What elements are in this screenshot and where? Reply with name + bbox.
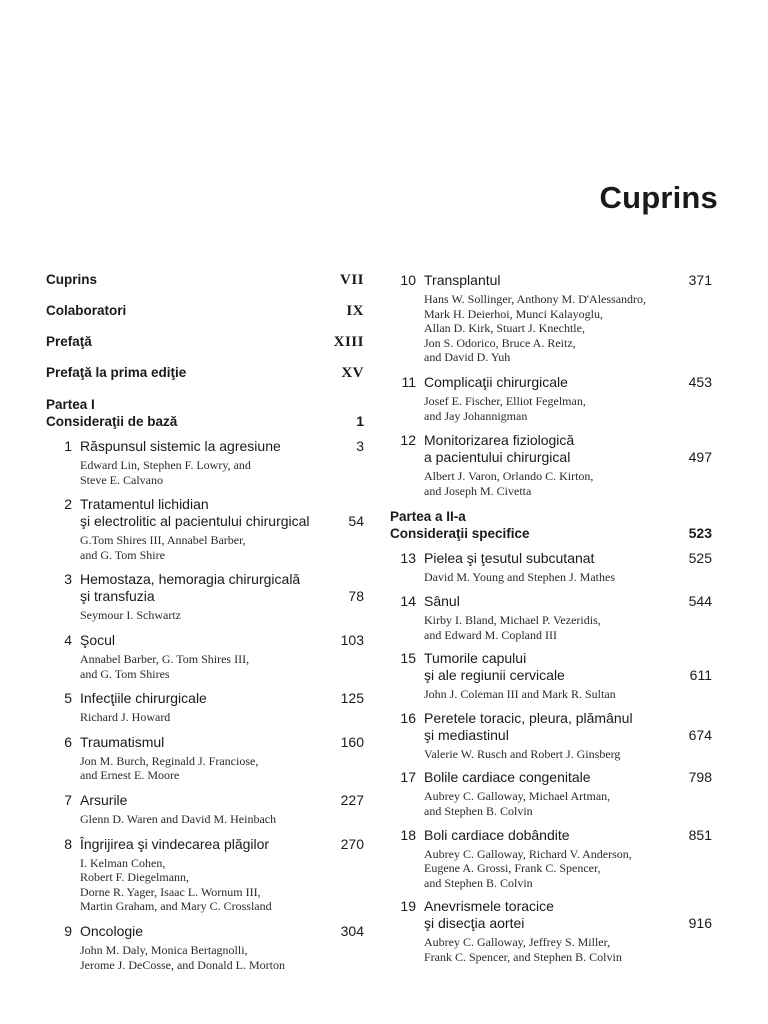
toc-chapter-entry (390, 550, 712, 585)
toc-chapter-entry (46, 496, 364, 562)
chapter-authors: Josef E. Fischer, Elliot Fegelman, and Jay Johannigman (424, 393, 586, 423)
chapter-page: 611 (689, 667, 712, 684)
chapter-number: 7 (64, 791, 72, 808)
chapter-title: Pielea şi ţesutul subcutanat (424, 550, 595, 567)
toc-chapter-entry (390, 769, 712, 818)
chapter-title: Hemostaza, hemoragia chirurgicală şi transfuzia (80, 571, 301, 605)
toc-chapter-entry (390, 432, 712, 498)
chapter-authors: David M. Young and Stephen J. Mathes (424, 570, 615, 585)
chapter-authors: I. Kelman Cohen, Robert F. Diegelmann, Dorne R. Yager, Isaac L. Wornum III, Martin Graham, and Mary C. Crossland (80, 855, 272, 914)
chapter-authors: Aubrey C. Galloway, Michael Artman, and Stephen B. Colvin (424, 789, 611, 818)
chapter-title: Complicaţii chirurgicale (424, 373, 568, 390)
toc-front-item (46, 272, 364, 289)
chapter-authors: Valerie W. Rusch and Robert J. Ginsberg (424, 746, 621, 761)
toc-chapter-entry (390, 374, 712, 423)
part-page: 523 (688, 525, 712, 542)
chapter-title: Traumatismul (80, 733, 165, 750)
chapter-authors: Annabel Barber, G. Tom Shires III, and G. Tom Shires (80, 651, 250, 681)
chapter-title: Bolile cardiace congenitale (424, 769, 591, 786)
chapter-page: 3 (356, 438, 364, 454)
toc-chapter-list (390, 272, 712, 498)
part-line2: Consideraţii de bază (46, 414, 178, 429)
chapter-number: 18 (400, 826, 416, 843)
chapter-title: Infecţiile chirurgicale (80, 690, 207, 707)
toc-chapter-entry (46, 438, 364, 487)
toc-chapter-entry (46, 690, 364, 725)
chapter-title: Monitorizarea fiziologică a pacientului chirurgical (424, 432, 575, 466)
toc-front-item (46, 334, 364, 351)
chapter-page: 916 (688, 915, 712, 932)
chapter-title: Anevrismele toracice şi disecţia aortei (424, 898, 554, 932)
front-page: VII (339, 272, 364, 288)
chapter-page: 525 (688, 550, 712, 567)
toc-chapter-entry (46, 792, 364, 827)
front-page: XIII (333, 334, 364, 350)
chapter-authors: Richard J. Howard (80, 710, 171, 725)
chapter-page: 304 (340, 922, 364, 939)
toc-front-item (46, 365, 364, 382)
front-label: Cuprins (46, 272, 98, 287)
toc-front-item (46, 303, 364, 320)
chapter-page: 453 (688, 373, 712, 390)
toc-chapter-entry (46, 571, 364, 623)
toc-chapter-entry (390, 272, 712, 365)
chapter-page: 544 (688, 592, 712, 609)
chapter-number: 17 (400, 769, 416, 786)
toc-chapter-entry (46, 632, 364, 681)
part-page: 1 (356, 413, 364, 429)
part-line2: Consideraţii specifice (390, 526, 530, 542)
chapter-number: 13 (400, 550, 416, 567)
chapter-page: 125 (340, 690, 364, 707)
chapter-number: 19 (400, 898, 416, 915)
part-line1: Partea I (46, 397, 95, 412)
toc-part-heading (390, 508, 712, 542)
chapter-authors: John M. Daly, Monica Bertagnolli, Jerome J. DeCosse, and Donald L. Morton (80, 942, 285, 972)
toc-chapter-entry (46, 836, 364, 914)
page-title: Cuprins (599, 180, 718, 215)
toc-left-column (46, 268, 364, 972)
chapter-number: 5 (64, 690, 72, 707)
front-page: XV (341, 365, 364, 381)
toc-chapter-entry (390, 898, 712, 964)
chapter-title: Şocul (80, 631, 116, 648)
toc-chapter-entry (390, 593, 712, 642)
chapter-authors: Hans W. Sollinger, Anthony M. D'Alessandro, Mark H. Deierhoi, Munci Kalayoglu, Allan D. Kirk, Stuart J. Knechtle, Jon S. Odorico, Bruce A. Reitz, and David D. Yuh (424, 292, 647, 365)
chapter-authors: Edward Lin, Stephen F. Lowry, and Steve E. Calvano (80, 458, 251, 487)
chapter-page: 798 (688, 769, 712, 786)
chapter-number: 16 (400, 709, 416, 726)
chapter-title: Tumorile capului şi ale regiunii cervicale (424, 650, 565, 684)
toc-chapter-entry (390, 650, 712, 702)
toc-chapter-entry (390, 710, 712, 762)
chapter-page: 160 (340, 733, 364, 750)
chapter-number: 9 (64, 922, 72, 939)
chapter-title: Oncologie (80, 922, 144, 939)
chapter-page: 270 (340, 835, 364, 852)
chapter-number: 6 (64, 733, 72, 750)
chapter-page: 78 (348, 588, 364, 605)
chapter-number: 2 (64, 496, 72, 513)
chapter-title: Transplantul (424, 272, 501, 288)
front-label: Prefaţă (46, 334, 92, 349)
toc-part-heading (46, 396, 364, 430)
chapter-authors: Aubrey C. Galloway, Richard V. Anderson, Eugene A. Grossi, Frank C. Spencer, and Stephen B. Colvin (424, 846, 632, 890)
toc-chapter-list (390, 550, 712, 964)
chapter-number: 12 (400, 432, 416, 449)
chapter-page: 371 (688, 272, 712, 288)
chapter-authors: Seymour I. Schwartz (80, 608, 181, 623)
chapter-number: 3 (64, 571, 72, 588)
chapter-authors: G.Tom Shires III, Annabel Barber, and G. Tom Shire (80, 533, 246, 562)
toc-right-column (390, 268, 712, 964)
chapter-title: Peretele toracic, pleura, plămânul şi mediastinul (424, 709, 633, 743)
chapter-authors: Kirby I. Bland, Michael P. Vezeridis, and Edward M. Copland III (424, 612, 601, 642)
chapter-authors: Aubrey C. Galloway, Jeffrey S. Miller, Frank C. Spencer, and Stephen B. Colvin (424, 935, 622, 964)
part-line1: Partea a II-a (390, 509, 466, 525)
chapter-number: 8 (64, 835, 72, 852)
chapter-authors: Albert J. Varon, Orlando C. Kirton, and Joseph M. Civetta (424, 469, 594, 498)
front-page: IX (346, 303, 364, 319)
chapter-page: 674 (688, 726, 712, 743)
chapter-number: 11 (401, 373, 416, 390)
front-label: Colaboratori (46, 303, 127, 318)
front-label: Prefaţă la prima ediţie (46, 365, 187, 380)
toc-chapter-list (46, 438, 364, 972)
chapter-page: 851 (688, 826, 712, 843)
chapter-authors: Glenn D. Waren and David M. Heinbach (80, 811, 277, 826)
chapter-number: 14 (400, 592, 416, 609)
chapter-number: 10 (400, 272, 416, 288)
toc-chapter-entry (46, 923, 364, 972)
chapter-authors: John J. Coleman III and Mark R. Sultan (424, 687, 616, 702)
chapter-authors: Jon M. Burch, Reginald J. Franciose, and Ernest E. Moore (80, 753, 259, 783)
chapter-number: 1 (64, 438, 72, 454)
toc-chapter-entry (46, 734, 364, 783)
chapter-title: Răspunsul sistemic la agresiune (80, 438, 281, 454)
chapter-title: Boli cardiace dobândite (424, 826, 570, 843)
chapter-page: 497 (688, 449, 712, 466)
toc-chapter-entry (390, 827, 712, 891)
chapter-title: Sânul (424, 592, 460, 609)
chapter-title: Arsurile (80, 791, 128, 808)
chapter-page: 103 (340, 631, 364, 648)
chapter-page: 227 (340, 791, 364, 808)
chapter-title: Tratamentul lichidian şi electrolitic al pacientului chirurgical (80, 496, 310, 530)
chapter-page: 54 (348, 513, 364, 530)
chapter-title: Îngrijirea şi vindecarea plăgilor (80, 835, 270, 852)
chapter-number: 4 (64, 631, 72, 648)
chapter-number: 15 (400, 650, 416, 667)
